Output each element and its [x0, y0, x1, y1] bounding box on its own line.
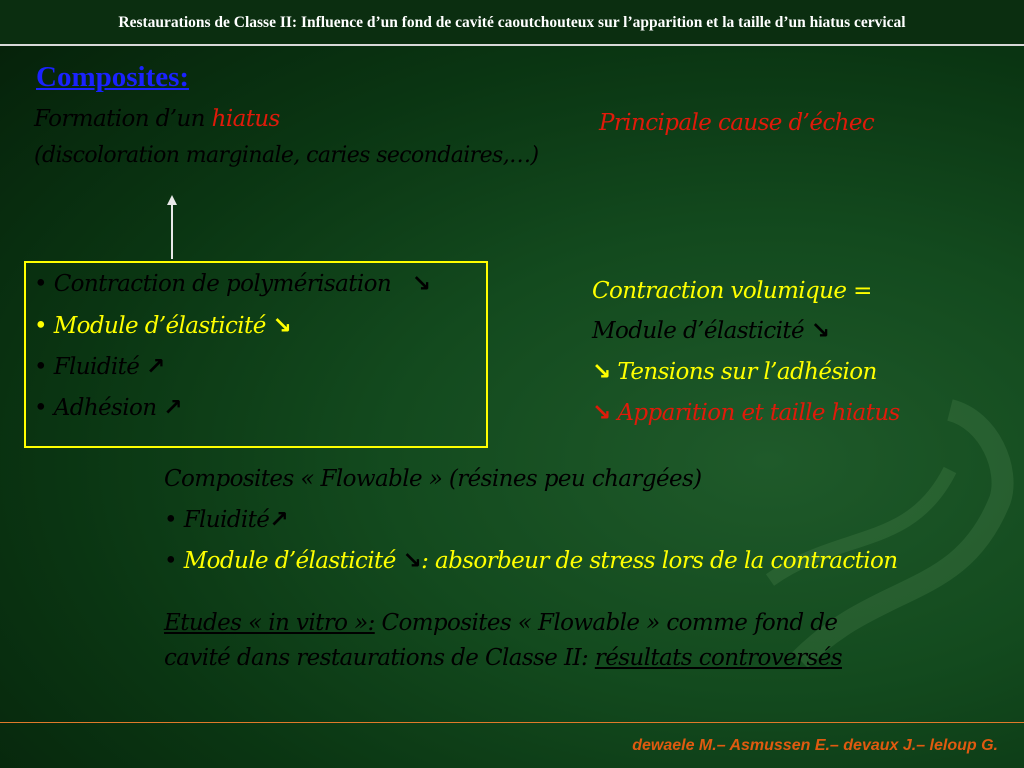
down-right-arrow-icon: ↘	[810, 318, 830, 344]
box-item-label: Contraction de polymérisation	[53, 271, 392, 297]
footer-rule	[0, 722, 1024, 723]
slide-header	[0, 0, 1024, 46]
slide-title: Restaurations de Classe II: Influence d’un fond de cavité caoutchouteux sur l’apparition et la taille d’un hiatus cervical	[118, 14, 906, 31]
up-right-arrow-icon: ↗	[269, 507, 288, 533]
flowable-fluidite	[164, 507, 288, 533]
module-label: Module d’élasticité	[183, 548, 396, 574]
bullet: •	[34, 395, 47, 421]
bullet: •	[34, 354, 47, 380]
etudes-line2-text: cavité dans restaurations de Classe II:	[164, 645, 595, 671]
formation-prefix: Formation d’un	[34, 106, 212, 132]
section-heading: Composites:	[36, 61, 190, 93]
tensions-line	[592, 359, 877, 385]
principale-cause: Principale cause d’échec	[599, 110, 875, 136]
box-item-fluidite	[34, 354, 165, 380]
etudes-line-1	[164, 610, 837, 636]
box-item-module	[34, 313, 291, 339]
flowable-title: Composites « Flowable » (résines peu chargées)	[164, 466, 702, 492]
flowable-module	[164, 548, 898, 574]
module-label: Module d’élasticité	[592, 318, 805, 344]
tensions-label: Tensions sur l’adhésion	[617, 359, 877, 385]
down-right-arrow-icon: ↘	[592, 359, 611, 385]
bullet: •	[34, 271, 47, 297]
module-rest: : absorbeur de stress lors de la contraction	[421, 548, 898, 574]
down-right-arrow-icon: ↘	[411, 271, 431, 297]
etudes-line-2	[164, 645, 842, 671]
bullet: •	[164, 507, 177, 533]
apparition-line	[592, 400, 900, 426]
down-right-arrow-icon: ↘	[272, 313, 292, 339]
etudes-rest: Composites « Flowable » comme fond de	[374, 610, 838, 636]
contraction-volumique: Contraction volumique =	[592, 278, 872, 304]
bullet: •	[34, 313, 47, 339]
etudes-result: résultats controversés	[594, 645, 842, 671]
fluidite-label: Fluidité	[183, 507, 270, 533]
box-item-label: Module d’élasticité	[53, 313, 266, 339]
formation-line	[34, 106, 280, 132]
down-right-arrow-icon: ↘	[592, 400, 611, 426]
formation-hiatus: hiatus	[211, 106, 280, 132]
footer-authors: dewaele M.– Asmussen E.– devaux J.– leloup G.	[632, 737, 998, 754]
down-right-arrow-icon: ↘	[402, 548, 422, 574]
box-item-adhesion	[34, 395, 182, 421]
box-item-label: Fluidité	[53, 354, 140, 380]
box-item-label: Adhésion	[53, 395, 157, 421]
bullet: •	[164, 548, 177, 574]
module-elasticite-line	[592, 318, 829, 344]
up-arrow-line	[171, 203, 173, 259]
box-item-contraction	[34, 271, 430, 297]
etudes-label: Etudes « in vitro »:	[164, 610, 375, 636]
apparition-label: Apparition et taille hiatus	[617, 400, 900, 426]
up-right-arrow-icon: ↗	[163, 395, 182, 421]
formation-detail: (discoloration marginale, caries secondaires,…)	[34, 143, 539, 168]
up-right-arrow-icon: ↗	[146, 354, 165, 380]
